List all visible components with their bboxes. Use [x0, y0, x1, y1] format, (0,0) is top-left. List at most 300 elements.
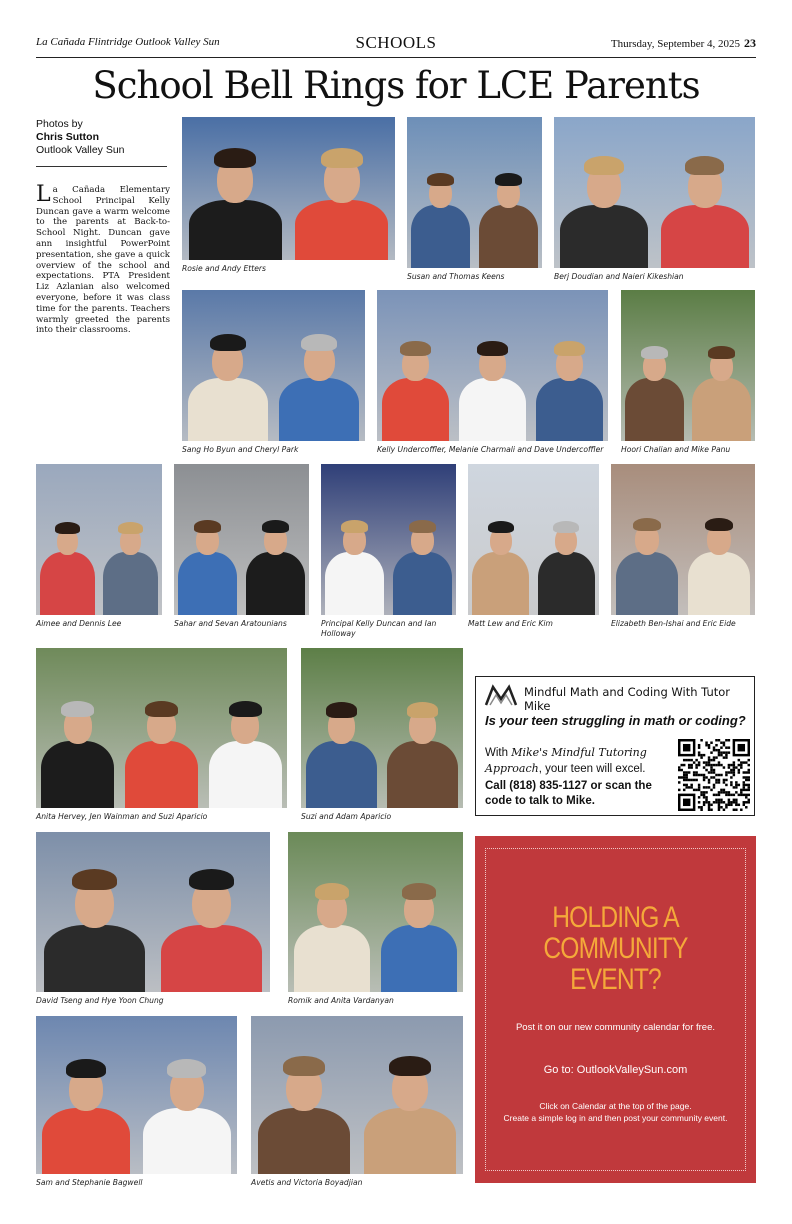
qr-module	[743, 784, 745, 786]
qr-module	[745, 784, 747, 786]
qr-module	[703, 796, 705, 798]
qr-module	[698, 751, 700, 753]
qr-module	[705, 744, 707, 746]
qr-module	[725, 751, 727, 753]
qr-module	[743, 786, 745, 788]
person-body	[189, 200, 282, 260]
qr-module	[735, 784, 737, 786]
person-body	[364, 1108, 457, 1174]
person-hair	[708, 346, 734, 359]
qr-module	[685, 779, 687, 781]
person-figure	[690, 317, 754, 441]
qr-module	[728, 764, 730, 766]
qr-module	[718, 791, 720, 793]
person-hair	[118, 522, 143, 534]
qr-module	[720, 746, 722, 748]
qr-module	[733, 799, 735, 801]
qr-module	[723, 744, 725, 746]
person-figure	[185, 143, 286, 260]
community-event-ad[interactable]	[475, 836, 756, 1183]
person-hair	[189, 869, 235, 891]
qr-module	[703, 786, 705, 788]
qr-module	[715, 749, 717, 751]
qr-module	[740, 794, 742, 796]
photo-caption: Anita Hervey, Jen Wainman and Suzi Aparicio	[36, 812, 208, 821]
qr-module	[705, 761, 707, 763]
qr-module	[698, 806, 700, 808]
photo-caption: Aimee and Dennis Lee	[36, 619, 122, 628]
qr-module	[730, 781, 732, 783]
person-hair	[389, 1056, 431, 1076]
qr-module	[745, 779, 747, 781]
qr-module	[698, 784, 700, 786]
person-hair	[72, 869, 118, 891]
photo	[174, 464, 309, 615]
person-hair	[315, 883, 349, 899]
person-body	[258, 1108, 351, 1174]
person-hair	[262, 520, 289, 533]
qr-module	[693, 761, 695, 763]
qr-module	[748, 759, 750, 761]
qr-module	[733, 774, 735, 776]
person-body	[143, 1108, 231, 1174]
header-rule	[36, 57, 756, 58]
qr-module	[683, 779, 685, 781]
headline: School Bell Rings for LCE Parents	[92, 64, 700, 107]
person-hair	[194, 520, 221, 533]
qr-module	[710, 809, 712, 811]
qr-module	[738, 769, 740, 771]
photo-caption: Principal Kelly Duncan and Ian Holloway	[321, 619, 437, 638]
qr-module	[728, 794, 730, 796]
qr-finder-core	[738, 744, 745, 751]
qr-module	[748, 776, 750, 778]
qr-module	[730, 771, 732, 773]
qr-module	[748, 799, 750, 801]
qr-module	[708, 746, 710, 748]
person-body	[295, 200, 388, 260]
qr-module	[743, 776, 745, 778]
person-body	[209, 741, 282, 808]
person-hair	[321, 148, 363, 168]
qr-module	[733, 786, 735, 788]
photo-caption: Berj Doudian and Naieri Kikeshian	[554, 272, 684, 281]
qr-module	[710, 804, 712, 806]
qr-module	[705, 801, 707, 803]
photo	[554, 117, 755, 268]
qr-module	[715, 774, 717, 776]
qr-finder-core	[683, 799, 690, 806]
qr-module	[733, 769, 735, 771]
person-body	[536, 378, 603, 441]
person-hair	[477, 341, 507, 355]
qr-module	[688, 779, 690, 781]
qr-module	[745, 806, 747, 808]
qr-module	[738, 771, 740, 773]
qr-module	[708, 744, 710, 746]
qr-module	[713, 746, 715, 748]
qr-module	[693, 771, 695, 773]
qr-module	[725, 794, 727, 796]
tutor-cta: Call (818) 835-1127 or scan the code to talk to Mike.	[485, 780, 652, 807]
person-body	[294, 925, 370, 992]
qr-module	[703, 754, 705, 756]
qr-module	[690, 786, 692, 788]
photo-caption: Avetis and Victoria Boyadjian	[251, 1178, 363, 1187]
qr-module	[695, 764, 697, 766]
qr-module	[745, 776, 747, 778]
qr-module	[713, 756, 715, 758]
qr-code-icon[interactable]	[678, 739, 750, 811]
qr-module	[683, 784, 685, 786]
qr-module	[728, 791, 730, 793]
qr-module	[708, 759, 710, 761]
story-text: a Cañada Elementary School Principal Kelly Duncan gave a warm welcome to the parents at Back-to-School Night. Duncan gave ann insightful PowerPoint presentation, she gave a quick overview of the school and expectations. PTA President Liz Azlanian also welcomed everyone, before it was class time for the parents. Teachers warmly greeted the parents into their classrooms.	[36, 185, 170, 336]
qr-module	[690, 764, 692, 766]
person-body	[688, 552, 751, 615]
photo	[468, 464, 599, 615]
qr-module	[695, 789, 697, 791]
qr-module	[723, 741, 725, 743]
qr-module	[715, 779, 717, 781]
photo	[621, 290, 755, 441]
qr-module	[733, 766, 735, 768]
qr-module	[713, 769, 715, 771]
event-ad-instructions-line2: Create a simple log in and then post your community event.	[503, 1113, 728, 1123]
qr-module	[720, 751, 722, 753]
qr-module	[695, 779, 697, 781]
qr-module	[710, 741, 712, 743]
person-figure	[254, 1044, 355, 1174]
qr-module	[698, 786, 700, 788]
qr-module	[695, 771, 697, 773]
tutor-body-approach: Mike's Mindful Tutoring Approach	[485, 746, 647, 775]
event-ad-title-line3: EVENT?	[570, 963, 661, 996]
drop-cap: L	[36, 182, 51, 207]
qr-module	[700, 739, 702, 741]
qr-module	[678, 789, 680, 791]
qr-module	[698, 796, 700, 798]
qr-module	[703, 774, 705, 776]
publication-name: La Cañada Flintridge Outlook Valley Sun	[36, 36, 220, 48]
qr-module	[705, 796, 707, 798]
qr-module	[735, 809, 737, 811]
person-figure	[613, 491, 681, 615]
qr-module	[710, 764, 712, 766]
person-hair	[584, 156, 624, 175]
qr-module	[748, 789, 750, 791]
qr-module	[748, 771, 750, 773]
qr-module	[715, 739, 717, 741]
person-hair	[407, 702, 439, 717]
qr-module	[733, 801, 735, 803]
qr-module	[728, 771, 730, 773]
qr-module	[703, 804, 705, 806]
qr-module	[678, 781, 680, 783]
person-hair	[685, 156, 725, 175]
qr-module	[730, 794, 732, 796]
qr-module	[723, 756, 725, 758]
credit-rule	[36, 166, 167, 167]
photo	[36, 464, 162, 615]
qr-module	[728, 799, 730, 801]
qr-module	[703, 761, 705, 763]
person-figure	[101, 491, 161, 615]
person-hair	[210, 334, 246, 351]
qr-module	[688, 786, 690, 788]
qr-module	[708, 779, 710, 781]
qr-module	[718, 809, 720, 811]
date-text: Thursday, September 4, 2025	[610, 38, 740, 50]
qr-module	[748, 784, 750, 786]
person-hair	[554, 341, 584, 355]
qr-module	[725, 791, 727, 793]
qr-module	[710, 776, 712, 778]
qr-module	[678, 776, 680, 778]
qr-module	[705, 764, 707, 766]
qr-module	[745, 801, 747, 803]
qr-module	[730, 769, 732, 771]
qr-module	[748, 786, 750, 788]
qr-module	[740, 761, 742, 763]
qr-module	[735, 804, 737, 806]
qr-module	[725, 774, 727, 776]
qr-module	[685, 776, 687, 778]
qr-module	[718, 806, 720, 808]
qr-module	[690, 766, 692, 768]
qr-module	[725, 756, 727, 758]
qr-module	[723, 781, 725, 783]
qr-module	[740, 789, 742, 791]
qr-module	[693, 779, 695, 781]
photo-caption: Sam and Stephanie Bagwell	[36, 1178, 143, 1187]
qr-module	[683, 776, 685, 778]
person-body	[387, 741, 458, 808]
qr-module	[718, 754, 720, 756]
person-figure	[122, 677, 201, 808]
photo	[301, 648, 463, 808]
qr-module	[708, 771, 710, 773]
qr-module	[688, 759, 690, 761]
person-figure	[276, 317, 363, 441]
qr-module	[698, 801, 700, 803]
qr-module	[718, 804, 720, 806]
qr-module	[743, 771, 745, 773]
credit-outlet: Outlook Valley Sun	[36, 144, 125, 156]
qr-module	[688, 764, 690, 766]
tutor-ad[interactable]	[475, 676, 755, 816]
qr-module	[703, 766, 705, 768]
qr-module	[725, 771, 727, 773]
person-body	[661, 205, 749, 268]
qr-module	[733, 764, 735, 766]
person-figure	[557, 144, 652, 268]
qr-module	[720, 789, 722, 791]
person-hair	[214, 148, 256, 168]
qr-module	[710, 789, 712, 791]
qr-module	[705, 791, 707, 793]
person-body	[161, 925, 262, 992]
qr-module	[718, 799, 720, 801]
qr-module	[743, 789, 745, 791]
tutor-body-prefix: With	[485, 747, 512, 759]
qr-module	[688, 766, 690, 768]
photo	[407, 117, 542, 268]
qr-module	[735, 781, 737, 783]
qr-module	[720, 799, 722, 801]
qr-module	[728, 751, 730, 753]
person-figure	[476, 144, 540, 268]
qr-module	[708, 756, 710, 758]
person-body	[411, 205, 470, 268]
qr-module	[708, 801, 710, 803]
qr-module	[703, 794, 705, 796]
qr-module	[710, 771, 712, 773]
qr-module	[703, 779, 705, 781]
qr-module	[703, 801, 705, 803]
person-hair	[705, 518, 733, 532]
qr-module	[713, 786, 715, 788]
qr-module	[718, 794, 720, 796]
qr-module	[683, 759, 685, 761]
qr-module	[683, 774, 685, 776]
qr-module	[705, 776, 707, 778]
qr-module	[745, 771, 747, 773]
qr-module	[720, 791, 722, 793]
qr-module	[698, 764, 700, 766]
qr-module	[745, 794, 747, 796]
person-hair	[427, 173, 454, 186]
qr-module	[723, 751, 725, 753]
person-body	[44, 925, 145, 992]
person-hair	[402, 883, 436, 899]
issue-date	[611, 36, 756, 51]
tutor-logo-icon	[484, 683, 518, 707]
person-body	[103, 552, 158, 615]
qr-module	[718, 779, 720, 781]
qr-module	[688, 771, 690, 773]
qr-module	[700, 791, 702, 793]
qr-module	[710, 766, 712, 768]
qr-module	[725, 779, 727, 781]
person-figure	[139, 1044, 234, 1174]
qr-module	[723, 766, 725, 768]
photo	[182, 117, 395, 260]
person-figure	[379, 317, 452, 441]
qr-module	[723, 789, 725, 791]
person-hair	[553, 521, 579, 533]
story-body	[36, 182, 170, 336]
photo-caption: Rosie and Andy Etters	[182, 264, 267, 273]
qr-module	[710, 751, 712, 753]
qr-module	[738, 784, 740, 786]
qr-module	[718, 781, 720, 783]
person-figure	[360, 1044, 461, 1174]
person-figure	[184, 317, 271, 441]
person-figure	[378, 861, 461, 992]
person-body	[42, 1108, 130, 1174]
photo-caption: David Tseng and Hye Yoon Chung	[36, 996, 164, 1005]
qr-module	[748, 794, 750, 796]
qr-module	[725, 804, 727, 806]
person-body	[188, 378, 268, 441]
person-body	[279, 378, 359, 441]
person-hair	[61, 701, 94, 717]
qr-module	[725, 806, 727, 808]
event-ad-website[interactable]: Go to: OutlookValleySun.com	[543, 1064, 688, 1076]
person-body	[246, 552, 305, 615]
qr-module	[723, 809, 725, 811]
qr-module	[745, 796, 747, 798]
qr-module	[698, 754, 700, 756]
qr-module	[715, 799, 717, 801]
person-figure	[456, 317, 529, 441]
photo-caption: Sahar and Sevan Aratounians	[174, 619, 287, 628]
qr-module	[730, 804, 732, 806]
qr-module	[715, 764, 717, 766]
qr-module	[738, 764, 740, 766]
qr-module	[690, 784, 692, 786]
person-figure	[38, 491, 98, 615]
qr-module	[720, 774, 722, 776]
person-body	[538, 552, 595, 615]
qr-module	[735, 786, 737, 788]
qr-module	[713, 801, 715, 803]
qr-module	[738, 804, 740, 806]
qr-module	[743, 781, 745, 783]
photo	[321, 464, 456, 615]
qr-module	[713, 784, 715, 786]
person-figure	[390, 491, 454, 615]
qr-module	[713, 794, 715, 796]
qr-module	[740, 766, 742, 768]
qr-module	[705, 769, 707, 771]
qr-module	[685, 784, 687, 786]
qr-module	[748, 764, 750, 766]
photo	[288, 832, 463, 992]
qr-module	[715, 794, 717, 796]
qr-module	[735, 791, 737, 793]
qr-module	[698, 744, 700, 746]
qr-module	[685, 759, 687, 761]
qr-module	[718, 749, 720, 751]
qr-module	[728, 766, 730, 768]
qr-module	[695, 759, 697, 761]
qr-module	[723, 801, 725, 803]
qr-module	[715, 801, 717, 803]
qr-module	[723, 779, 725, 781]
person-figure	[685, 491, 753, 615]
qr-module	[700, 756, 702, 758]
person-figure	[205, 677, 284, 808]
person-figure	[384, 677, 461, 808]
photo	[36, 832, 270, 992]
person-figure	[38, 677, 117, 808]
qr-module	[740, 809, 742, 811]
qr-module	[703, 776, 705, 778]
person-hair	[495, 173, 522, 186]
qr-module	[748, 779, 750, 781]
qr-module	[698, 789, 700, 791]
qr-module	[720, 741, 722, 743]
person-hair	[229, 701, 262, 717]
photo	[182, 290, 365, 441]
qr-module	[710, 759, 712, 761]
person-body	[125, 741, 198, 808]
qr-module	[705, 786, 707, 788]
qr-module	[725, 739, 727, 741]
person-body	[41, 741, 114, 808]
